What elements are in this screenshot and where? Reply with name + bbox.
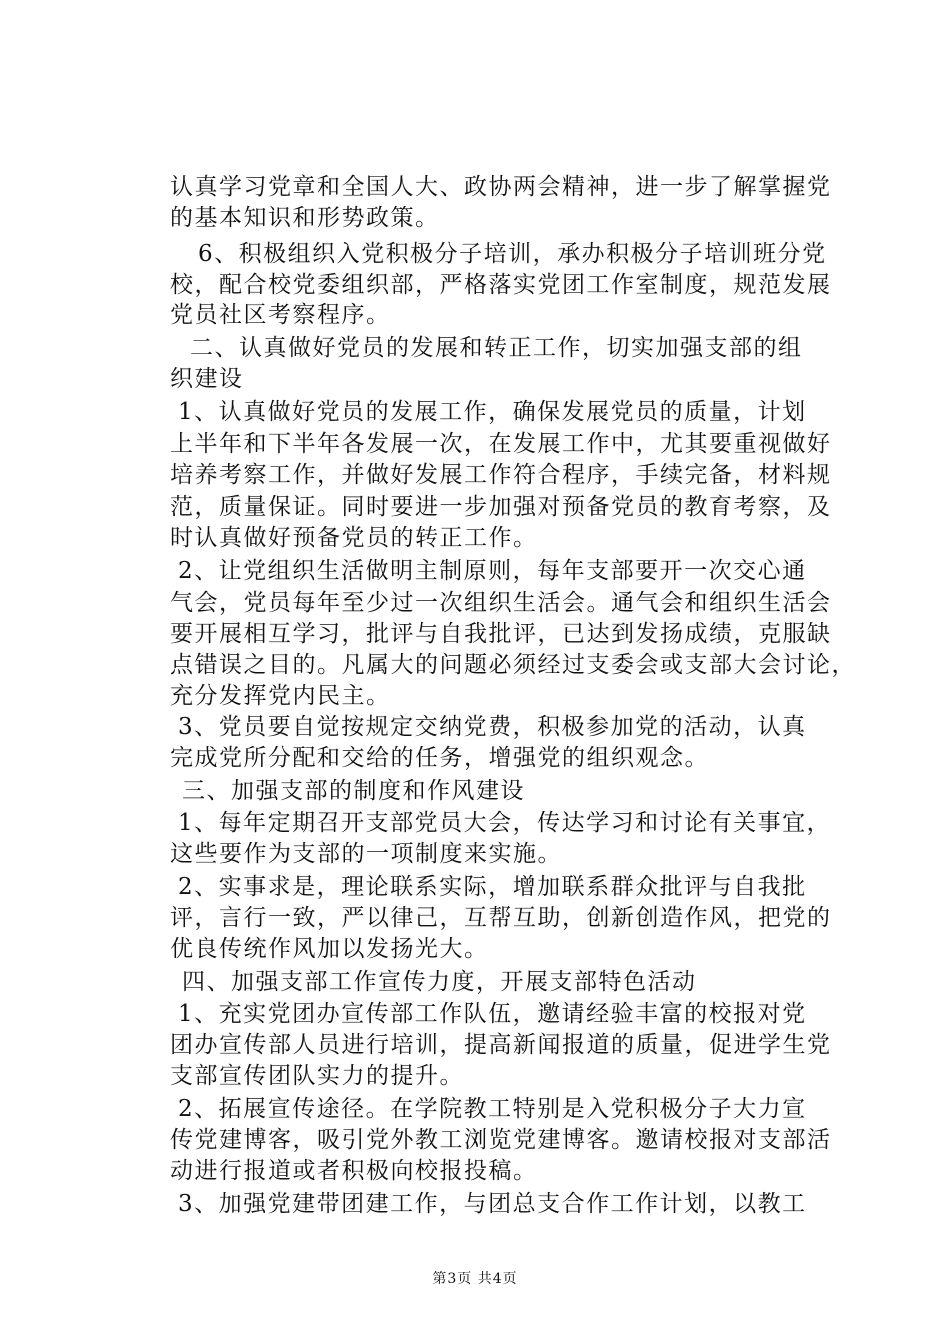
body-text-line: 点错误之目的。凡属大的问题必须经过支委会或支部大会讨论，: [170, 652, 856, 678]
body-text-line: 校，配合校党委组织部，严格落实党团工作室制度，规范发展: [170, 272, 832, 298]
body-text-line: 支部宣传团队实力的提升。: [170, 1063, 464, 1089]
body-text-line: 要开展相互学习，批评与自我批评，已达到发扬成绩，克服缺: [170, 621, 832, 647]
body-text-line: 培养考察工作，并做好发展工作符合程序，手续完备，材料规: [170, 462, 832, 488]
body-text-line: 动进行报道或者积极向校报投稿。: [170, 1158, 538, 1184]
body-text-line: 优良传统作风加以发扬光大。: [170, 936, 489, 962]
body-text-line: 认真学习党章和全国人大、政协两会精神，进一步了解掌握党: [170, 174, 832, 200]
body-text-line: 1、每年定期召开支部党员大会，传达学习和讨论有关事宜，: [178, 810, 832, 836]
section-heading-line: 织建设: [170, 366, 244, 392]
body-text-line: 完成党所分配和交给的任务，增强党的组织观念。: [170, 745, 709, 771]
body-text-line: 范，质量保证。同时要进一步加强对预备党员的教育考察，及: [170, 494, 832, 520]
body-text-line: 2、拓展宣传途径。在学院教工特别是入党积极分子大力宣: [178, 1096, 807, 1122]
body-text-line: 上半年和下半年各发展一次，在发展工作中，尤其要重视做好: [170, 431, 832, 457]
body-text-line: 评，言行一致，严以律己，互帮互助，创新创造作风，把党的: [170, 905, 832, 931]
body-text-line: 1、认真做好党员的发展工作，确保发展党员的质量，计划: [178, 399, 807, 425]
section-heading-line: 二、认真做好党员的发展和转正工作，切实加强支部的组: [190, 335, 803, 361]
body-text-line: 3、加强党建带团建工作，与团总支合作工作计划，以教工: [178, 1191, 807, 1217]
body-text-line: 时认真做好预备党员的转正工作。: [170, 525, 538, 551]
body-text-line: 气会，党员每年至少过一次组织生活会。通气会和组织生活会: [170, 590, 832, 616]
section-heading-line: 四、加强支部工作宣传力度，开展支部特色活动: [182, 969, 697, 995]
section-heading-line: 三、加强支部的制度和作风建设: [182, 778, 525, 804]
body-text-line: 2、让党组织生活做明主制原则，每年支部要开一次交心通: [178, 558, 807, 584]
body-text-line: 充分发挥党内民主。: [170, 683, 391, 709]
body-text-line: 传党建博客，吸引党外教工浏览党建博客。邀请校报对支部活: [170, 1127, 832, 1153]
body-text-line: 的基本知识和形势政策。: [170, 205, 440, 231]
body-text-line: 3、党员要自觉按规定交纳党费，积极参加党的活动，认真: [178, 714, 807, 740]
body-text-line: 6、积极组织入党积极分子培训，承办积极分子培训班分党: [198, 241, 827, 267]
body-text-line: 1、充实党团办宣传部工作队伍，邀请经验丰富的校报对党: [178, 1001, 807, 1027]
body-text-line: 2、实事求是，理论联系实际，增加联系群众批评与自我批: [178, 874, 807, 900]
body-text-line: 团办宣传部人员进行培训，提高新闻报道的质量，促进学生党: [170, 1032, 832, 1058]
page-number-footer: 第3页 共4页: [432, 1271, 518, 1287]
body-text-line: 这些要作为支部的一项制度来实施。: [170, 841, 562, 867]
body-text-line: 党员社区考察程序。: [170, 302, 391, 328]
